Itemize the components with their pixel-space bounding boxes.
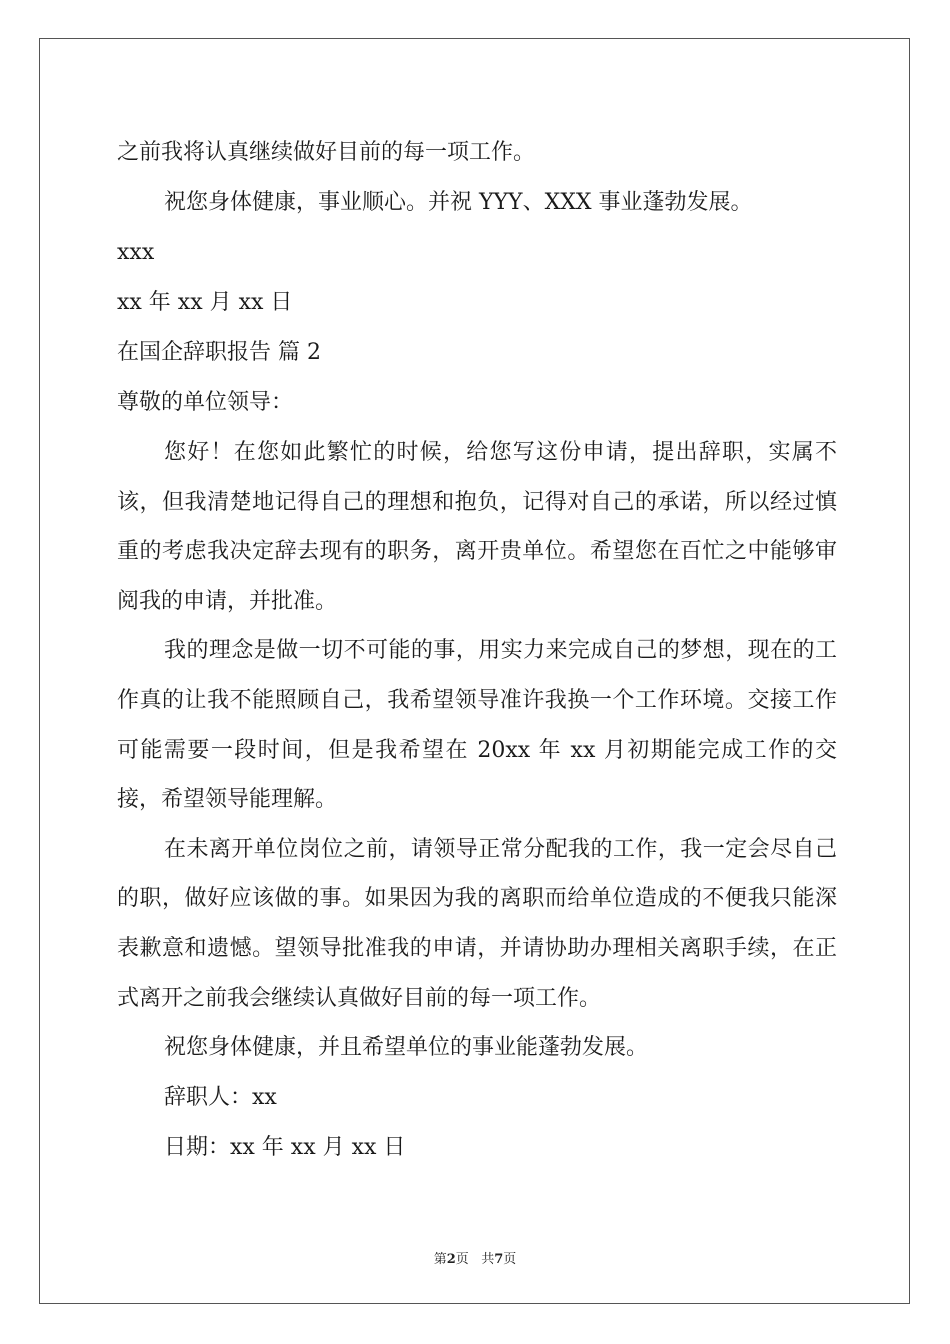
paragraph: 在未离开单位岗位之前，请领导正常分配我的工作，我一定会尽自己的职，做好应该做的事。如果因为我的离职而给单位造成的不便我只能深表歉意和遗憾。望领导批准我的申请，并请协助办理相关离职手续，在正式离开之前我会继续认真做好目前的每一项工作。 (117, 836, 837, 1011)
document-body (117, 128, 837, 1173)
page-footer (0, 1248, 950, 1267)
signature-date: xx 年 xx 月 xx 日 (117, 290, 293, 315)
text-line: 之前我将认真继续做好目前的每一项工作。 (117, 140, 536, 165)
date-line: 日期：xx 年 xx 月 xx 日 (164, 1135, 406, 1161)
footer-total-suffix: 页 (503, 1252, 517, 1267)
footer-total-prefix: 共 (481, 1252, 495, 1267)
page-number: 2 (446, 1252, 456, 1267)
paragraph: 您好！在您如此繁忙的时候，给您写这份申请，提出辞职，实属不该，但我清楚地记得自己的理想和抱负，记得对自己的承诺，所以经过慎重的考虑我决定辞去现有的职务，离开贵单位。希望您在百忙之中能够审阅我的申请，并批准。 (117, 440, 837, 614)
closing-wish: 祝您身体健康，并且希望单位的事业能蓬勃发展。 (164, 1035, 649, 1061)
resignee: 辞职人：xx (164, 1085, 277, 1111)
salutation: 尊敬的单位领导： (117, 390, 294, 415)
total-pages: 7 (494, 1252, 504, 1267)
footer-prefix: 第 (433, 1252, 447, 1267)
section-title: 在国企辞职报告 篇 2 (117, 340, 321, 365)
closing-wish: 祝您身体健康，事业顺心。并祝 YYY、XXX 事业蓬勃发展。 (164, 190, 753, 215)
signature-name: xxx (117, 240, 155, 265)
footer-page-suffix: 页 (455, 1252, 469, 1267)
paragraph: 我的理念是做一切不可能的事，用实力来完成自己的梦想，现在的工作真的让我不能照顾自己，我希望领导准许我换一个工作环境。交接工作可能需要一段时间，但是我希望在 20xx 年 xx 月初期能完成工作的交接，希望领导能理解。 (117, 638, 837, 813)
